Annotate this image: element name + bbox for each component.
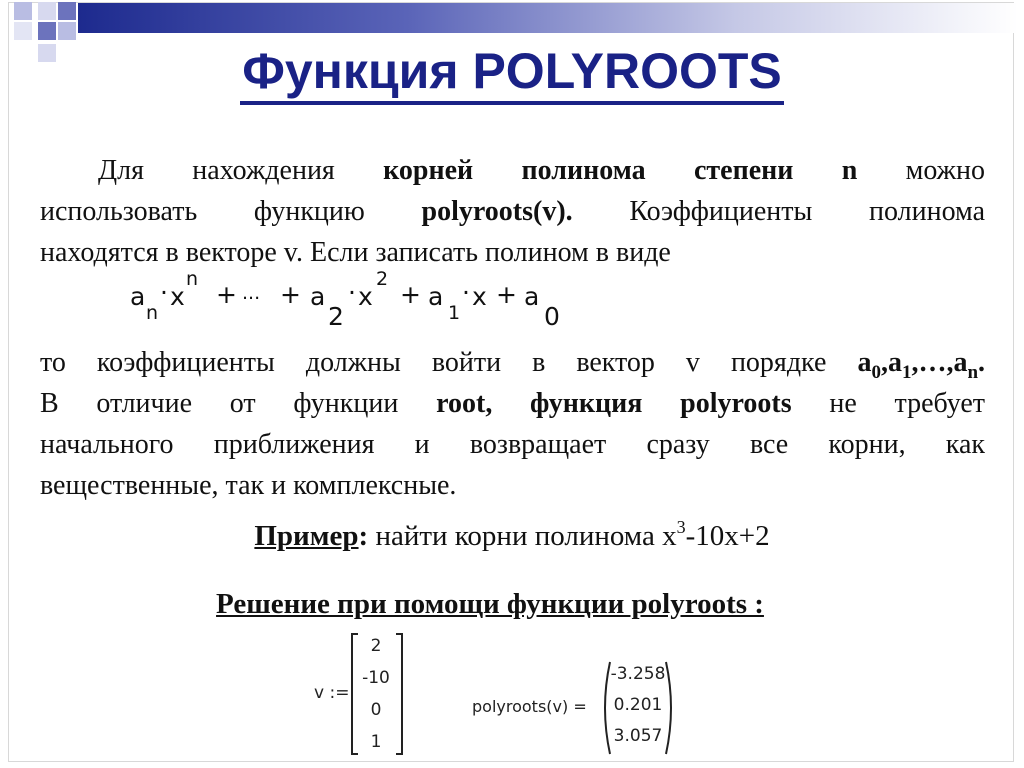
description-paragraph <box>40 342 985 506</box>
description-line-1: то коэффициенты должны войти в вектор v порядке $a_0,a_1,\dots,a_n$. <box>40 347 986 383</box>
v-value: 2 <box>370 636 382 656</box>
decor-square <box>58 2 76 20</box>
v-assign-label: v := <box>314 683 350 703</box>
example-line: Пример: найти корни полинома $x^3-10x+2$ <box>254 517 770 552</box>
decor-square <box>38 22 56 40</box>
root-value: 3.057 <box>613 726 663 746</box>
v-value: 0 <box>370 700 382 720</box>
solution-heading: Решение при помощи функции polyroots : <box>216 588 764 620</box>
v-value: 1 <box>370 732 382 752</box>
header-gradient-bar <box>78 3 1018 33</box>
root-value: -3.258 <box>610 664 666 684</box>
slide-title-text: Функция POLYROOTS <box>240 43 784 105</box>
description-line-4: вещественные, так и комплексные. <box>40 470 457 501</box>
intro-line-3: находятся в векторе v. Если записать полином в виде <box>40 237 671 268</box>
slide-title <box>0 42 1024 100</box>
v-value: -10 <box>362 668 390 688</box>
intro-paragraph <box>40 150 985 273</box>
description-line-3: начального приближения и возвращает сразу все корни, как <box>40 429 985 460</box>
polyroots-call: polyroots(v) = <box>472 697 587 716</box>
coefficient-sequence: $a_0,a_1,\dots,a_n$. <box>857 347 986 383</box>
description-line-2: В отличие от функции root, функция polyroots не требует <box>40 388 985 419</box>
polynomial-formula: a n · x n + ... + a 2 · x 2 + a 1 · x + a 0 <box>130 268 560 331</box>
intro-line-2: использовать функцию polyroots(v). Коэффициенты полинома <box>40 196 985 227</box>
decor-square <box>38 2 56 20</box>
example-label: Пример <box>254 520 359 552</box>
decor-square <box>58 22 76 40</box>
intro-line-1: Для нахождения корней полинома степени n можно <box>98 155 986 186</box>
decor-square <box>14 22 32 40</box>
root-value: 0.201 <box>613 695 663 715</box>
decor-square <box>14 2 32 20</box>
